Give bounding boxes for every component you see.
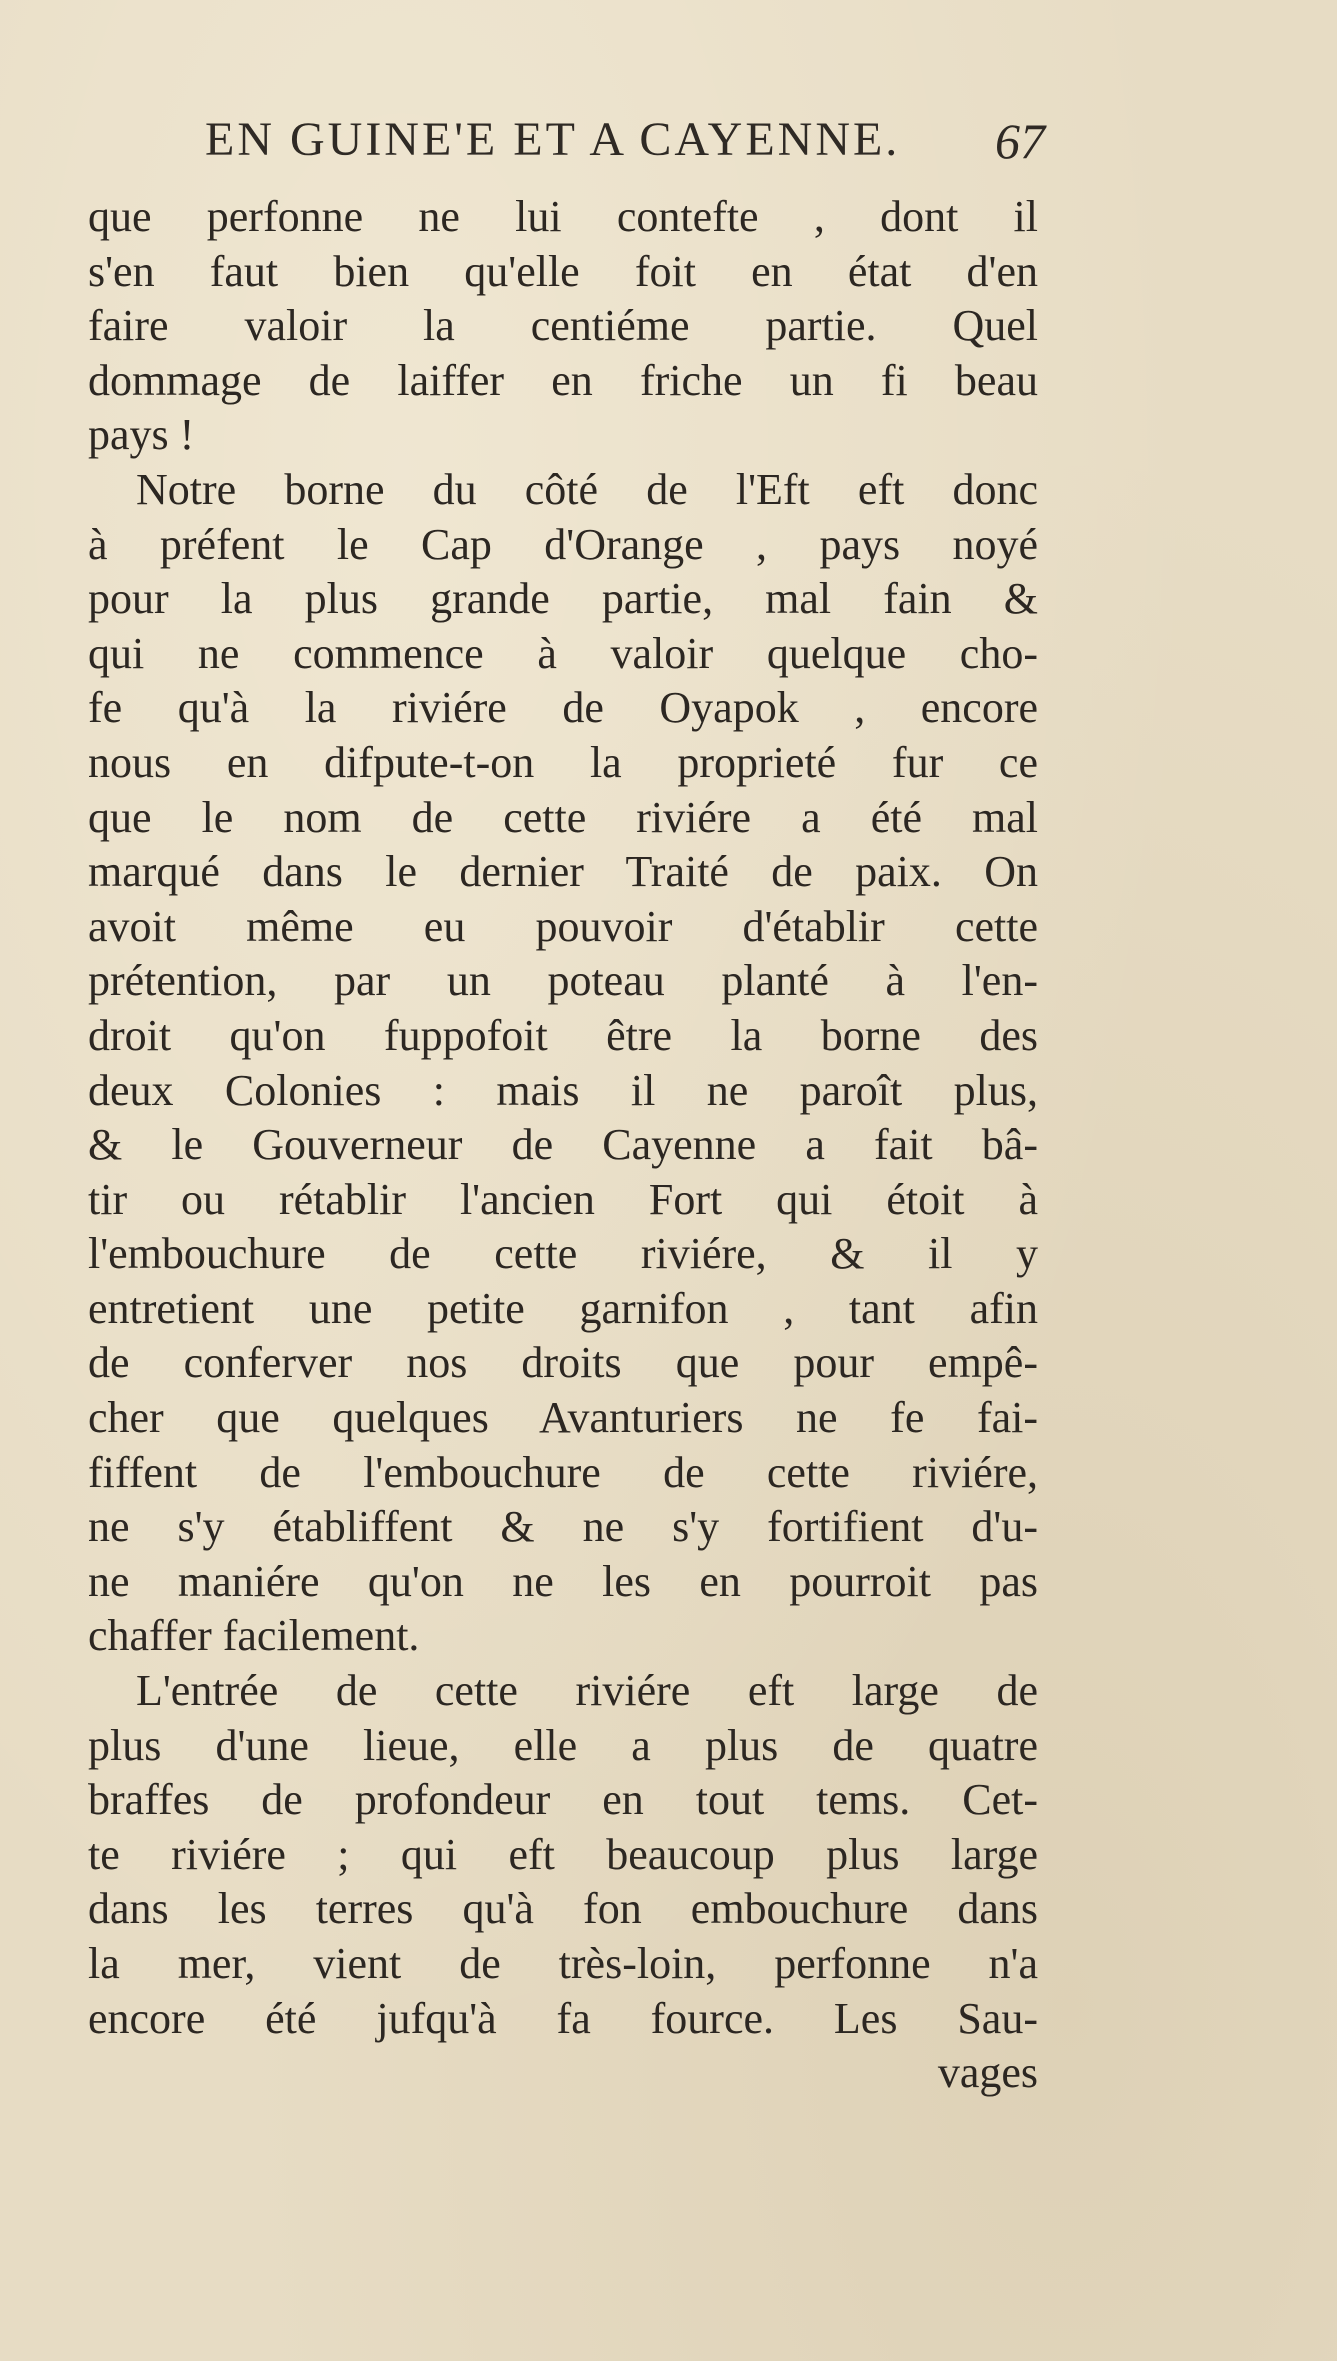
text-line: à préfent le Cap d'Orange , pays noyé	[88, 519, 1038, 569]
running-title: EN GUINE'E ET A CAYENNE.	[205, 113, 901, 166]
text-line: s'en faut bien qu'elle foit en état d'en	[88, 246, 1038, 296]
text-line: de conferver nos droits que pour empê-	[88, 1338, 1038, 1388]
text-line: dommage de laiffer en friche un fi beau	[88, 355, 1038, 405]
catchword: vages	[937, 2048, 1038, 2098]
text-line: chaffer facilement.	[88, 1611, 420, 1661]
text-line: tir ou rétablir l'ancien Fort qui étoit à	[88, 1174, 1038, 1224]
text-line: pays !	[88, 410, 195, 460]
text-line: & le Gouverneur de Cayenne a fait bâ-	[88, 1120, 1038, 1170]
text-line: braffes de profondeur en tout tems. Cet-	[88, 1775, 1038, 1825]
running-head	[205, 112, 1045, 182]
text-line: nous en difpute-t-on la proprieté fur ce	[88, 737, 1038, 787]
text-line: ne maniére qu'on ne les en pourroit pas	[88, 1556, 1038, 1606]
text-line: ne s'y établiffent & ne s'y fortifient d'u-	[88, 1502, 1038, 1552]
paragraph-start-line: Notre borne du côté de l'Eft eft donc	[136, 464, 1038, 514]
text-line: prétention, par un poteau planté à l'en-	[88, 956, 1038, 1006]
paragraph-start-line: L'entrée de cette riviére eft large de	[136, 1666, 1038, 1716]
text-line: l'embouchure de cette riviére, & il y	[88, 1229, 1038, 1279]
text-line: que perfonne ne lui contefte , dont il	[88, 192, 1038, 241]
text-line: te riviére ; qui eft beaucoup plus large	[88, 1829, 1038, 1879]
text-line: pour la plus grande partie, mal fain &	[88, 574, 1038, 624]
body-text	[88, 190, 1038, 2101]
text-line: marqué dans le dernier Traité de paix. On	[88, 847, 1038, 897]
text-line: fiffent de l'embouchure de cette riviére,	[88, 1447, 1038, 1497]
text-line: entretient une petite garnifon , tant afin	[88, 1283, 1038, 1333]
page-number: 67	[995, 113, 1045, 169]
text-line: que le nom de cette riviére a été mal	[88, 792, 1038, 842]
text-line: encore été jufqu'à fa fource. Les Sau-	[88, 1993, 1038, 2043]
text-line: droit qu'on fuppofoit être la borne des	[88, 1010, 1038, 1060]
text-line: cher que quelques Avanturiers ne fe fai-	[88, 1393, 1038, 1443]
text-line: plus d'une lieue, elle a plus de quatre	[88, 1720, 1038, 1770]
text-line: la mer, vient de très-loin, perfonne n'a	[88, 1939, 1038, 1988]
text-line: dans les terres qu'à fon embouchure dans	[88, 1884, 1038, 1934]
text-line: avoit même eu pouvoir d'établir cette	[88, 901, 1038, 951]
text-line: deux Colonies : mais il ne paroît plus,	[88, 1065, 1038, 1115]
text-line: faire valoir la centiéme partie. Quel	[88, 301, 1038, 351]
text-line: fe qu'à la riviére de Oyapok , encore	[88, 683, 1038, 733]
text-line: qui ne commence à valoir quelque cho-	[88, 628, 1038, 678]
